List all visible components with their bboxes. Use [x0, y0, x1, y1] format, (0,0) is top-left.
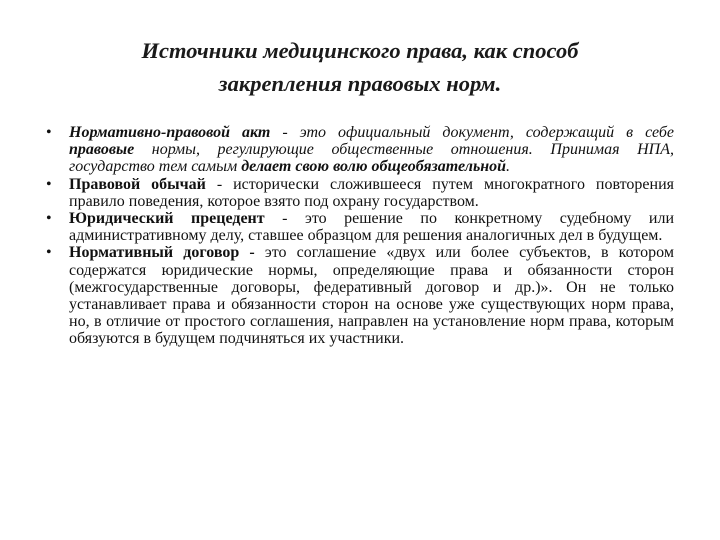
- definition-normative-act-bold-2: делает свою волю общеобязательной: [241, 158, 507, 176]
- bullet-icon: •: [46, 175, 52, 193]
- list-item-normative-contract: [46, 244, 674, 347]
- definition-normative-act-part-2: нормы, регулирующие общественные отношения. Принимая НПА, государство тем самым: [69, 141, 674, 176]
- term-legal-custom: Правовой обычай: [69, 175, 206, 193]
- bullet-icon: •: [46, 244, 52, 262]
- slide-title-line-2: закрепления правовых норм.: [218, 71, 502, 96]
- term-normative-contract: Нормативный договор -: [69, 244, 255, 262]
- slide-title-line-1: Источники медицинского права, как способ: [141, 38, 579, 63]
- bullet-icon: •: [46, 210, 52, 228]
- term-normative-act: Нормативно-правовой акт: [69, 124, 271, 141]
- list-item-judicial-precedent: [46, 210, 674, 244]
- definition-judicial-precedent: - это решение по конкретному судебному или административному делу, ставшее образцом для решения аналогичных дел в будущем.: [69, 210, 675, 245]
- bullet-icon: •: [46, 124, 52, 141]
- term-judicial-precedent: Юридический прецедент: [69, 210, 265, 228]
- definition-normative-act-part-3: .: [506, 158, 511, 176]
- list-item-normative-act: [46, 124, 674, 176]
- list-item-legal-custom: [46, 176, 674, 210]
- definition-normative-contract: это соглашение «двух или более субъектов, в котором содержатся юридические нормы, определяющие права и обязанности сторон (межгосударственные договоры, федеративный договор и др.)». Он не только устанавливает права и обязанности сторон на основе уже существующих норм права, но, в отличие от простого соглашения, направлен на установление норм права, которым обязуются в будущем подчиняться их участники.: [69, 244, 674, 348]
- sources-list: [46, 124, 674, 348]
- definition-normative-act-part-1: - это официальный документ, содержащий в себе: [270, 124, 674, 141]
- slide-title: [40, 34, 680, 100]
- definition-legal-custom: - исторически сложившееся путем многократного повторения правило поведения, которое взято под охрану государством.: [69, 175, 674, 210]
- definition-normative-act-bold-1: правовые: [69, 141, 135, 159]
